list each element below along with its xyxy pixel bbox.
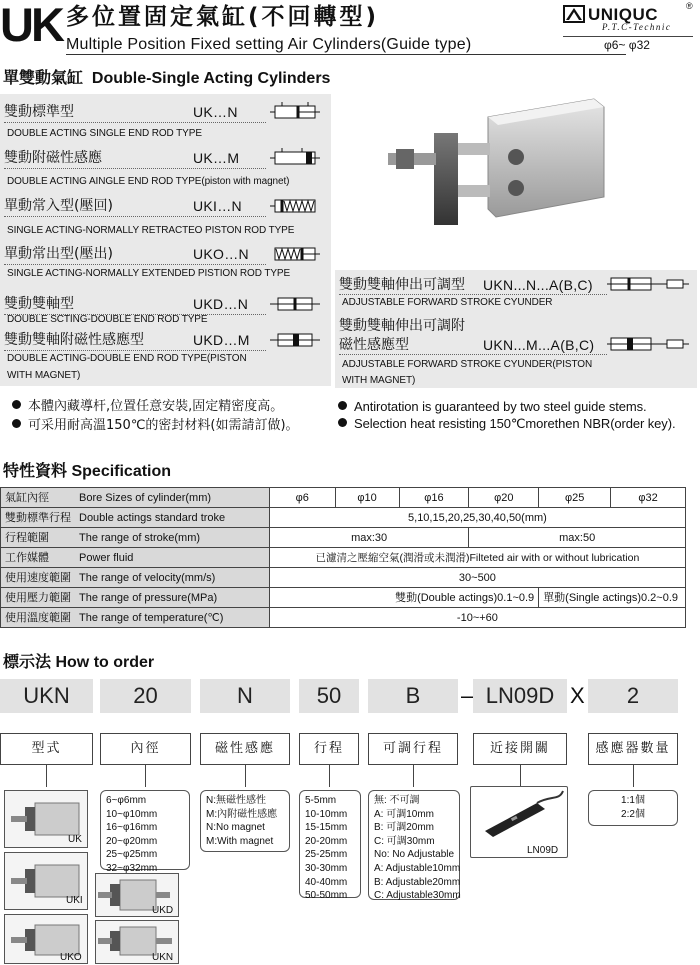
double-acting-symbol-icon — [270, 102, 320, 122]
pic-label: UKI — [66, 895, 83, 906]
type-code: UKO…N — [193, 246, 249, 262]
spec-row-pressure: 使用壓力範圍 The range of pressure(MPa) 雙動(Double actings)0.1~0.9 單動(Single actings)0.2~0.9 — [1, 588, 686, 608]
type-en-cont: WITH MAGNET) — [7, 370, 81, 381]
spring-return-symbol-icon — [270, 196, 320, 216]
sensor-option — [470, 786, 568, 858]
order-label-adjust: 可調行程 — [368, 733, 458, 765]
type-zh: 單動常出型(壓出) — [4, 246, 113, 262]
header-rule — [66, 54, 626, 55]
type-code: UKD…N — [193, 296, 249, 312]
type-en-cont: WITH MAGNET) — [342, 375, 416, 386]
type-underline — [4, 264, 266, 265]
pic-label: UKN — [152, 952, 174, 963]
section-order-heading — [3, 652, 154, 673]
order-label-magnet: 磁性感應 — [200, 733, 290, 765]
order-code-adjust: B — [368, 679, 458, 713]
double-rod-magnet-symbol-icon — [270, 330, 320, 350]
connector-line — [329, 765, 330, 787]
type-code: UKI…N — [193, 198, 242, 214]
section-spec-zh: 特性資料 — [3, 461, 68, 480]
type-zh: 雙動雙軸伸出可調附 — [339, 318, 465, 334]
type-underline — [339, 294, 607, 295]
type-underline — [4, 122, 266, 123]
section-types-heading — [3, 68, 330, 89]
bullet-dot-icon — [12, 400, 21, 409]
spec-row-velocity: 使用速度範圍 The range of velocity(mm/s) 30~500 — [1, 568, 686, 588]
type-en: ADJUSTABLE FORWARD STROKE CYUNDER — [342, 297, 553, 308]
count-options: 1:1個 2:2個 — [588, 790, 678, 826]
spec-row-temperature: 使用溫度範圍 The range of temperature(℃) -10~+60 — [1, 608, 686, 628]
connector-line — [520, 765, 521, 787]
bullet-dot-icon — [338, 401, 347, 410]
order-label-sensor: 近接開關 — [473, 733, 567, 765]
magnet-options: N:無磁性感性 M:內附磁性感應 N:No magnet M:With magnet — [200, 790, 290, 852]
order-code-stroke: 50 — [299, 679, 359, 713]
spec-row-fluid: 工作媒體 Power fluid 已濾清之壓縮空氣(潤滑或未潤滑)Filteted air with or without lubrication — [1, 548, 686, 568]
series-code: UK — [0, 0, 62, 51]
order-times: X — [570, 683, 585, 708]
type-zh: 單動常入型(壓回) — [4, 198, 113, 214]
type-code: UK…N — [193, 104, 238, 120]
type-zh: 雙動標準型 — [4, 104, 74, 120]
brand-subtitle: P.T.C-Technic — [602, 22, 672, 32]
order-code-count: 2 — [588, 679, 678, 713]
order-code-bore: 20 — [100, 679, 191, 713]
type-zh: 雙動雙軸型 — [4, 296, 74, 312]
type-code: UKN...M...A(B,C) — [483, 337, 595, 353]
adjustable-stroke-magnet-symbol-icon — [607, 333, 689, 355]
type-underline — [4, 350, 266, 351]
type-en: DOUBLE ACTING-DOUBLE END ROD TYPE(PISTON — [7, 353, 247, 364]
section-spec-heading — [3, 461, 171, 482]
pic-label: UK — [68, 834, 82, 845]
double-rod-symbol-icon — [270, 294, 320, 314]
section-types-en: Double-Single Acting Cylinders — [91, 70, 331, 87]
connector-line — [145, 765, 146, 787]
proximity-sensor-icon — [471, 787, 567, 841]
order-label-stroke: 行程 — [299, 733, 359, 765]
feature-bullet-zh: 本體內藏導杆,位置任意安裝,固定精密度高。 — [12, 399, 283, 415]
spec-row-stroke: 雙動標準行程 Double actings standard troke 5,10,15,20,25,30,40,50(mm) — [1, 508, 686, 528]
feature-bullet-en: Selection heat resisting 150℃morethen NBR(order key). — [338, 416, 675, 432]
type-en: DOUBLE ACTING SINGLE END ROD TYPE — [7, 128, 202, 139]
bullet-dot-icon — [12, 419, 21, 428]
cylinder-product-icon — [380, 95, 610, 230]
page-title-en: Multiple Position Fixed setting Air Cylinders(Guide type) — [66, 36, 472, 53]
sensor-label: LN09D — [527, 845, 559, 856]
bore-options: 6~φ6mm 10~φ10mm 16~φ16mm 20~φ20mm 25~φ25mm 32~φ32mm — [100, 790, 190, 870]
type-underline — [4, 168, 266, 169]
type-en: SINGLE ACTING-NORMALLY RETRACTEO PISTON ROD TYPE — [7, 225, 295, 236]
order-label-type: 型式 — [0, 733, 93, 765]
type-code: UK…M — [193, 150, 240, 166]
connector-line — [46, 765, 47, 787]
spec-row-bore: 氣缸內徑 Bore Sizes of cylinder(mm) φ6 φ10 φ16 φ20 φ25 φ32 — [1, 488, 686, 508]
type-code: UKD…M — [193, 332, 250, 348]
connector-line — [245, 765, 246, 787]
spring-extend-symbol-icon — [270, 244, 320, 264]
page-title-zh: 多位置固定氣缸(不回轉型) — [66, 4, 380, 30]
type-underline — [339, 354, 607, 355]
order-code-magnet: N — [200, 679, 290, 713]
type-code: UKN...N...A(B,C) — [483, 277, 593, 293]
bore-range: φ6~ φ32 — [604, 38, 650, 52]
order-label-count: 感應器數量 — [588, 733, 678, 765]
spec-table — [0, 487, 686, 628]
connector-line — [633, 765, 634, 787]
brand-rule — [563, 36, 693, 37]
type-zh: 雙動附磁性感應 — [4, 150, 102, 166]
type-en: DOUBLE SCTING-DOUBLE END ROD TYPE — [7, 314, 208, 325]
type-zh: 雙動雙軸伸出可調型 — [339, 277, 465, 293]
type-en: ADJUSTABLE FORWARD STROKE CYUNDER(PISTON — [342, 359, 593, 370]
pic-label: UKD — [152, 905, 174, 916]
magnet-symbol-icon — [270, 148, 320, 168]
type-zh: 雙動雙軸附磁性感應型 — [4, 332, 144, 348]
feature-bullet-zh: 可采用耐高溫150℃的密封材料(如需請訂做)。 — [12, 418, 299, 434]
type-en: DOUBLE ACTING AINGLE END ROD TYPE(piston with magnet) — [7, 176, 290, 187]
type-underline — [4, 216, 266, 217]
order-code-sensor: LN09D — [473, 679, 567, 713]
adjust-options: 無: 不可調 A: 可調10mm B: 可調20mm C: 可調30mm No: No Adjustable A: Adjustable10mm B: Adjustable20mm C: Adjustable30mm — [368, 790, 460, 900]
section-order-zh: 標示法 — [3, 652, 52, 671]
connector-line — [413, 765, 414, 787]
order-dash: – — [461, 683, 474, 708]
type-en: SINGLE ACTING-NORMALLY EXTENDED PISTION ROD TYPE — [7, 268, 291, 279]
adjustable-stroke-symbol-icon — [607, 273, 689, 295]
spec-row-range: 行程範圍 The range of stroke(mm) max:30 max:50 — [1, 528, 686, 548]
order-label-bore: 內徑 — [100, 733, 191, 765]
bullet-dot-icon — [338, 418, 347, 427]
pic-label: UKO — [60, 952, 82, 963]
stroke-options: 5-5mm 10-10mm 15-15mm 20-20mm 25-25mm 30-30mm 40-40mm 50-50mm — [299, 790, 361, 898]
type-zh-cont: 磁性感應型 — [339, 337, 409, 353]
section-spec-en: Specification — [71, 463, 172, 480]
section-types-zh: 單雙動氣缸 — [3, 68, 84, 87]
feature-bullet-en: Antirotation is guaranteed by two steel guide stems. — [338, 399, 647, 415]
brand-registered: ® — [686, 1, 693, 11]
order-code-type: UKN — [0, 679, 93, 713]
section-order-en: How to order — [55, 654, 155, 671]
brand-name: UNIQUC — [588, 5, 659, 24]
